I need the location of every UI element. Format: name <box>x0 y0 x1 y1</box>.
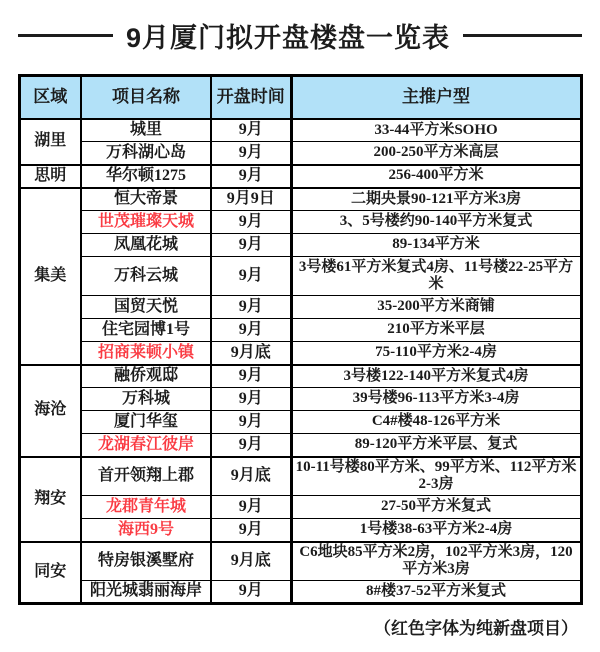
opening-time-cell: 9月 <box>211 319 291 342</box>
table-row <box>19 388 581 411</box>
unit-types-cell: 1号楼38-63平方米2-4房 <box>291 519 581 542</box>
project-name-cell: 龙郡青年城 <box>81 496 211 519</box>
project-name-cell: 海西9号 <box>81 519 211 542</box>
opening-time-cell: 9月 <box>211 388 291 411</box>
unit-types-cell: C4#楼48-126平方米 <box>291 411 581 434</box>
table-row <box>19 519 581 542</box>
title-left-rule <box>18 34 113 37</box>
project-name-cell: 厦门华玺 <box>81 411 211 434</box>
project-name-cell: 国贸天悦 <box>81 296 211 319</box>
opening-time-cell: 9月 <box>211 257 291 296</box>
table-header-row <box>19 76 581 119</box>
project-name-cell: 首开领翔上郡 <box>81 457 211 496</box>
unit-types-cell: 256-400平方米 <box>291 165 581 188</box>
unit-types-cell: 二期央景90-121平方米3房 <box>291 188 581 211</box>
table-row <box>19 411 581 434</box>
project-name-cell: 阳光城翡丽海岸 <box>81 581 211 604</box>
table-row <box>19 188 581 211</box>
table-row <box>19 542 581 581</box>
table-row <box>19 457 581 496</box>
table-row <box>19 257 581 296</box>
opening-time-cell: 9月 <box>211 142 291 165</box>
unit-types-cell: 3、5号楼约90-140平方米复式 <box>291 211 581 234</box>
table-row <box>19 319 581 342</box>
project-name-cell: 华尔顿1275 <box>81 165 211 188</box>
unit-types-cell: 75-110平方米2-4房 <box>291 342 581 365</box>
header-opening-time: 开盘时间 <box>211 76 291 119</box>
table-row <box>19 581 581 604</box>
region-cell: 思明 <box>19 165 81 188</box>
unit-types-cell: 33-44平方米SOHO <box>291 119 581 142</box>
table-row <box>19 211 581 234</box>
project-name-cell: 城里 <box>81 119 211 142</box>
header-unit-types: 主推户型 <box>291 76 581 119</box>
unit-types-cell: 3号楼122-140平方米复式4房 <box>291 365 581 388</box>
table-row <box>19 234 581 257</box>
openings-table <box>18 74 583 605</box>
region-cell: 海沧 <box>19 365 81 457</box>
opening-time-cell: 9月底 <box>211 542 291 581</box>
unit-types-cell: 3号楼61平方米复式4房、11号楼22-25平方米 <box>291 257 581 296</box>
opening-time-cell: 9月 <box>211 119 291 142</box>
region-cell: 同安 <box>19 542 81 604</box>
opening-time-cell: 9月 <box>211 165 291 188</box>
unit-types-cell: 210平方米平层 <box>291 319 581 342</box>
table-row <box>19 342 581 365</box>
table-row <box>19 165 581 188</box>
region-cell: 湖里 <box>19 119 81 165</box>
opening-time-cell: 9月底 <box>211 342 291 365</box>
unit-types-cell: 27-50平方米复式 <box>291 496 581 519</box>
opening-time-cell: 9月 <box>211 411 291 434</box>
unit-types-cell: 200-250平方米高层 <box>291 142 581 165</box>
page-title-block <box>24 16 576 55</box>
project-name-cell: 龙湖春江彼岸 <box>81 434 211 457</box>
project-name-cell: 融侨观邸 <box>81 365 211 388</box>
opening-time-cell: 9月 <box>211 211 291 234</box>
unit-types-cell: C6地块85平方米2房，102平方米3房，120平方米3房 <box>291 542 581 581</box>
unit-types-cell: 35-200平方米商铺 <box>291 296 581 319</box>
project-name-cell: 恒大帝景 <box>81 188 211 211</box>
page-title: 9月厦门拟开盘楼盘一览表 <box>126 23 451 53</box>
opening-time-cell: 9月 <box>211 234 291 257</box>
region-cell: 集美 <box>19 188 81 365</box>
table-row <box>19 142 581 165</box>
project-name-cell: 万科城 <box>81 388 211 411</box>
opening-time-cell: 9月 <box>211 519 291 542</box>
opening-time-cell: 9月 <box>211 296 291 319</box>
table-row <box>19 434 581 457</box>
header-project-name: 项目名称 <box>81 76 211 119</box>
project-name-cell: 凤凰花城 <box>81 234 211 257</box>
header-region: 区域 <box>19 76 81 119</box>
region-cell: 翔安 <box>19 457 81 542</box>
opening-time-cell: 9月 <box>211 581 291 604</box>
footer-note: （红色字体为纯新盘项目） <box>374 619 578 638</box>
opening-time-cell: 9月 <box>211 365 291 388</box>
table-row <box>19 119 581 142</box>
project-name-cell: 特房银溪墅府 <box>81 542 211 581</box>
project-name-cell: 住宅园博1号 <box>81 319 211 342</box>
opening-time-cell: 9月 <box>211 496 291 519</box>
project-name-cell: 世茂璀璨天城 <box>81 211 211 234</box>
table-row <box>19 296 581 319</box>
table-body <box>19 119 581 604</box>
table-header <box>19 76 581 119</box>
unit-types-cell: 10-11号楼80平方米、99平方米、112平方米2-3房 <box>291 457 581 496</box>
opening-time-cell: 9月 <box>211 434 291 457</box>
unit-types-cell: 39号楼96-113平方米3-4房 <box>291 388 581 411</box>
project-name-cell: 万科云城 <box>81 257 211 296</box>
title-right-rule <box>463 34 582 37</box>
project-name-cell: 招商莱顿小镇 <box>81 342 211 365</box>
project-name-cell: 万科湖心岛 <box>81 142 211 165</box>
unit-types-cell: 89-134平方米 <box>291 234 581 257</box>
opening-time-cell: 9月9日 <box>211 188 291 211</box>
table-row <box>19 496 581 519</box>
opening-time-cell: 9月底 <box>211 457 291 496</box>
unit-types-cell: 8#楼37-52平方米复式 <box>291 581 581 604</box>
unit-types-cell: 89-120平方米平层、复式 <box>291 434 581 457</box>
table-row <box>19 365 581 388</box>
